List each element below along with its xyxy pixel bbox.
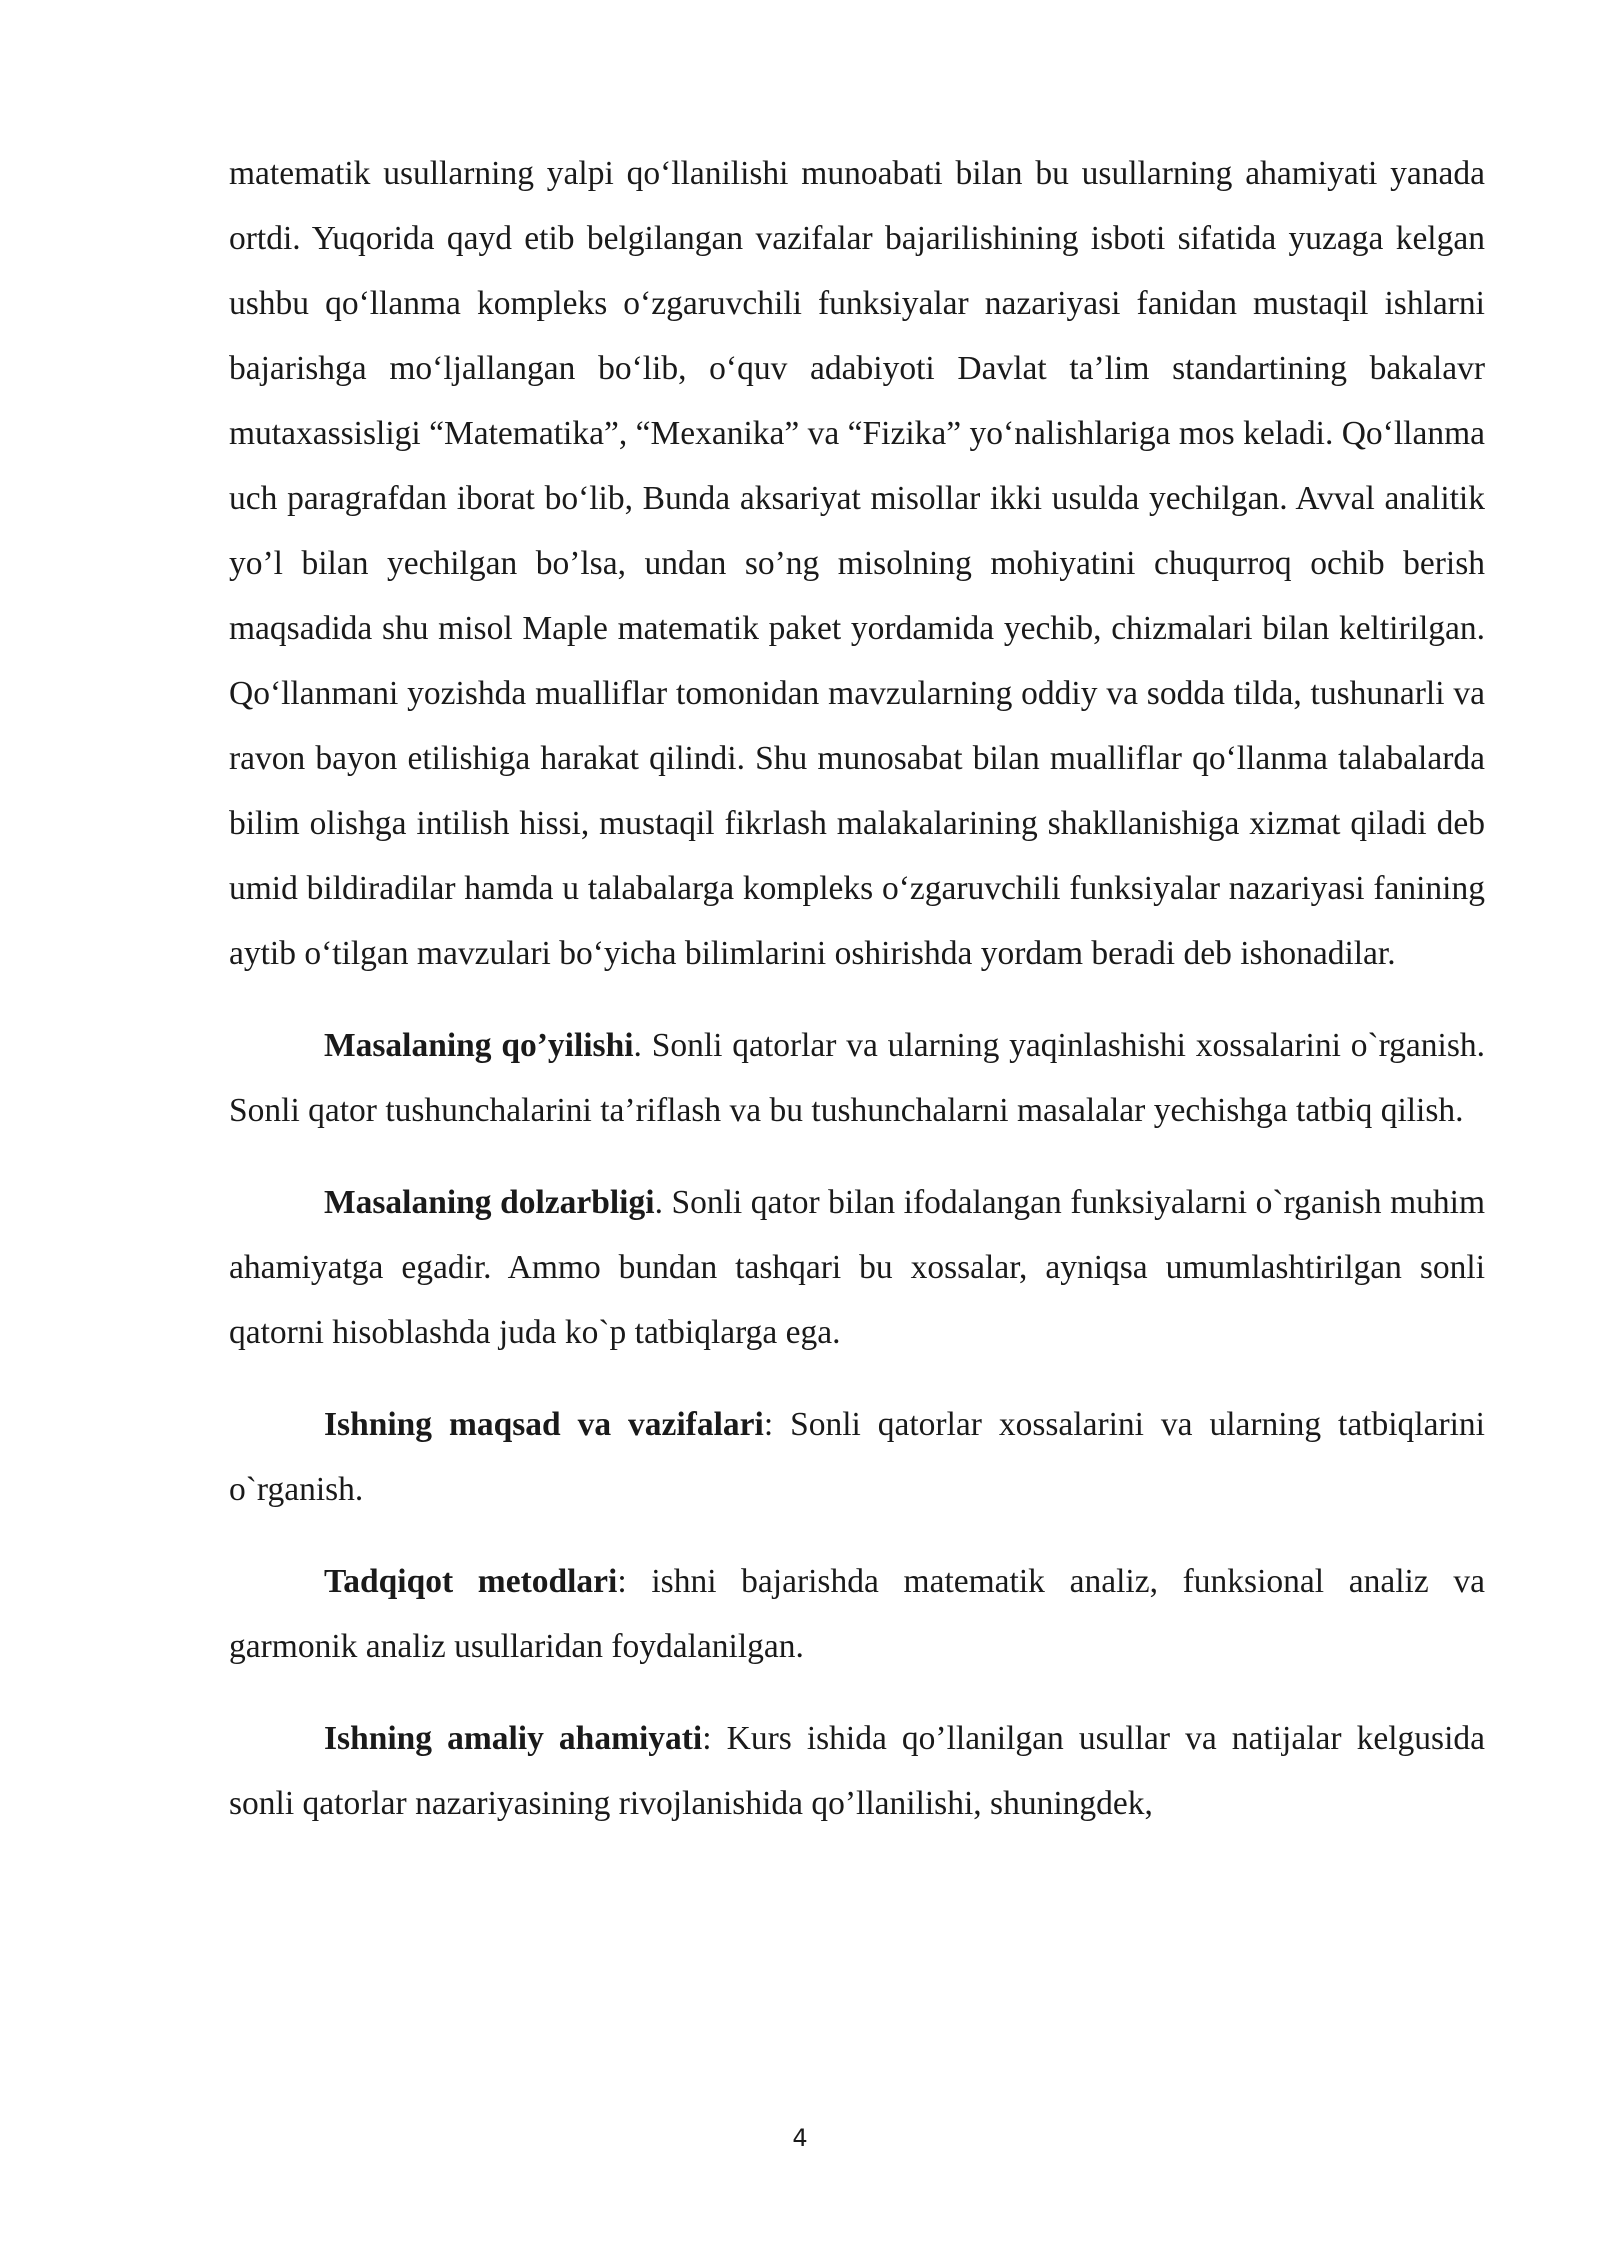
- section-goals: [229, 1392, 1485, 1522]
- section-problem-statement: [229, 1013, 1485, 1143]
- section-heading: Tadqiqot metodlari: [324, 1563, 618, 1600]
- section-heading: Ishning amaliy ahamiyati: [324, 1720, 703, 1757]
- section-relevance: [229, 1170, 1485, 1365]
- section-heading: Masalaning dolzarbligi: [324, 1184, 655, 1221]
- section-text: . Sonli qatorlar va ularning yaqinlashishi xossalarini o`rganish. Sonli qator tushunchalarini ta’riflash va bu tushunchalarni masalalar yechishga tatbiq qilish.: [229, 1027, 1485, 1129]
- section-text: : Sonli qatorlar xossalarini va ularning tatbiqlarini o`rganish.: [229, 1406, 1485, 1508]
- page-body: [229, 141, 1485, 1836]
- section-text: : Kurs ishida qo’llanilgan usullar va natijalar kelgusida sonli qatorlar nazariyasining rivojlanishida qo’llanilishi, shuningdek,: [229, 1720, 1485, 1822]
- section-practical-significance: [229, 1706, 1485, 1836]
- section-heading: Ishning maqsad va vazifalari: [324, 1406, 764, 1443]
- section-methods: [229, 1549, 1485, 1679]
- intro-paragraph: matematik usullarning yalpi qo‘llanilishi munoabati bilan bu usullarning ahamiyati yanada ortdi. Yuqorida qayd etib belgilangan vazifalar bajarilishining isboti sifatida yuzaga kelgan ushbu qo‘llanma kompleks o‘zgaruvchili funksiyalar nazariyasi fanidan mustaqil ishlarni bajarishga mo‘ljallangan bo‘lib, o‘quv adabiyoti Davlat ta’lim standartining bakalavr mutaxassisligi “Matematika”, “Mexanika” va “Fizika” yo‘nalishlariga mos keladi. Qo‘llanma uch paragrafdan iborat bo‘lib, Bunda aksariyat misollar ikki usulda yechilgan. Avval analitik yo’l bilan yechilgan bo’lsa, undan so’ng misolning mohiyatini chuqurroq ochib berish maqsadida shu misol Maple matematik paket yordamida yechib, chizmalari bilan keltirilgan. Qo‘llanmani yozishda mualliflar tomonidan mavzularning oddiy va sodda tilda, tushunarli va ravon bayon etilishiga harakat qilindi. Shu munosabat bilan mualliflar qo‘llanma talabalarda bilim olishga intilish hissi, mustaqil fikrlash malakalarining shakllanishiga xizmat qiladi deb umid bildiradilar hamda u talabalarga kompleks o‘zgaruvchili funksiyalar nazariyasi fanining aytib o‘tilgan mavzulari bo‘yicha bilimlarini oshirishda yordam beradi deb ishonadilar.: [229, 155, 1485, 972]
- section-heading: Masalaning qo’yilishi: [324, 1027, 634, 1064]
- section-text: : ishni bajarishda matematik analiz, funksional analiz va garmonik analiz usullaridan foydalanilgan.: [229, 1563, 1485, 1665]
- page-number: 4: [792, 2124, 808, 2152]
- section-text: . Sonli qator bilan ifodalangan funksiyalarni o`rganish muhim ahamiyatga egadir. Ammo bundan tashqari bu xossalar, ayniqsa umumlashtirilgan sonli qatorni hisoblashda juda ko`p tatbiqlarga ega.: [229, 1184, 1485, 1351]
